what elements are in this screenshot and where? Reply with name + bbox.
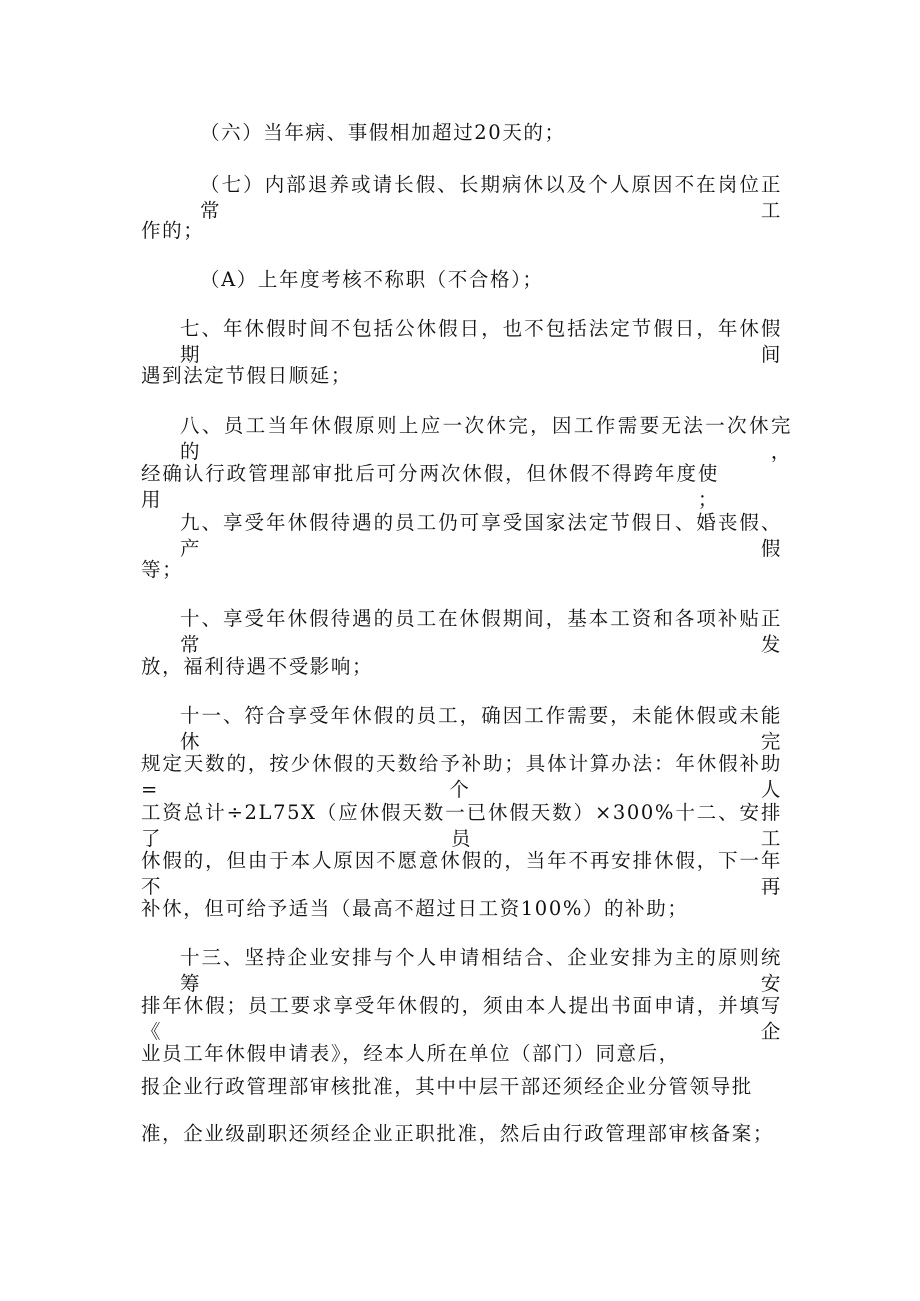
text-line: 放，福利待遇不受影响； (141, 655, 374, 678)
text-line: 规定天数的，按少休假的天数给予补助；具体计算办法：年休假补助=个人 (141, 752, 782, 801)
text-line: 十一、符合享受年休假的员工，确因工作需要，未能休假或未能休完 (180, 704, 782, 753)
text-line: 十、享受年休假待遇的员工在休假期间，基本工资和各项补贴正常发 (180, 607, 782, 656)
text-line: 排年休假；员工要求享受年休假的，须由本人提出书面申请，并填写《企 (141, 994, 782, 1043)
text-line: 遇到法定节假日顺延； (141, 364, 353, 387)
text-line: （六）当年病、事假相加超过20天的； (200, 121, 566, 144)
text-line: 九、享受年休假待遇的员工仍可享受国家法定节假日、婚丧假、产假 (180, 511, 782, 560)
text-line: 七、年休假时间不包括公休假日，也不包括法定节假日，年休假期间 (180, 317, 782, 366)
text-line: 作的； (141, 219, 205, 242)
text-line: 补休，但可给予适当（最高不超过日工资100%）的补助； (141, 897, 689, 920)
text-line: 休假的，但由于本人原因不愿意休假的，当年不再安排休假，下一年不再 (141, 849, 782, 898)
text-line: 八、员工当年休假原则上应一次休完，因工作需要无法一次休完的， (180, 414, 792, 463)
text-line: （七）内部退养或请长假、长期病休以及个人原因不在岗位正常工 (200, 173, 782, 222)
text-line: 等； (141, 558, 184, 581)
text-line: 经确认行政管理部审批后可分两次休假，但休假不得跨年度使用； (141, 462, 719, 511)
text-line: 工资总计÷2L75X（应休假天数一已休假天数）×300%十二、安排了员工 (141, 801, 782, 850)
text-line: 报企业行政管理部审核批准，其中中层干部还须经企业分管领导批 (141, 1075, 753, 1098)
text-line: 准，企业级副职还须经企业正职批准，然后由行政管理部审核备案； (141, 1122, 775, 1145)
text-line: （A）上年度考核不称职（不合格）； (200, 268, 544, 291)
text-line: 业员工年休假申请表》，经本人所在单位（部门）同意后， (141, 1042, 680, 1065)
text-line: 十三、坚持企业安排与个人申请相结合、企业安排为主的原则统筹安 (180, 946, 782, 995)
